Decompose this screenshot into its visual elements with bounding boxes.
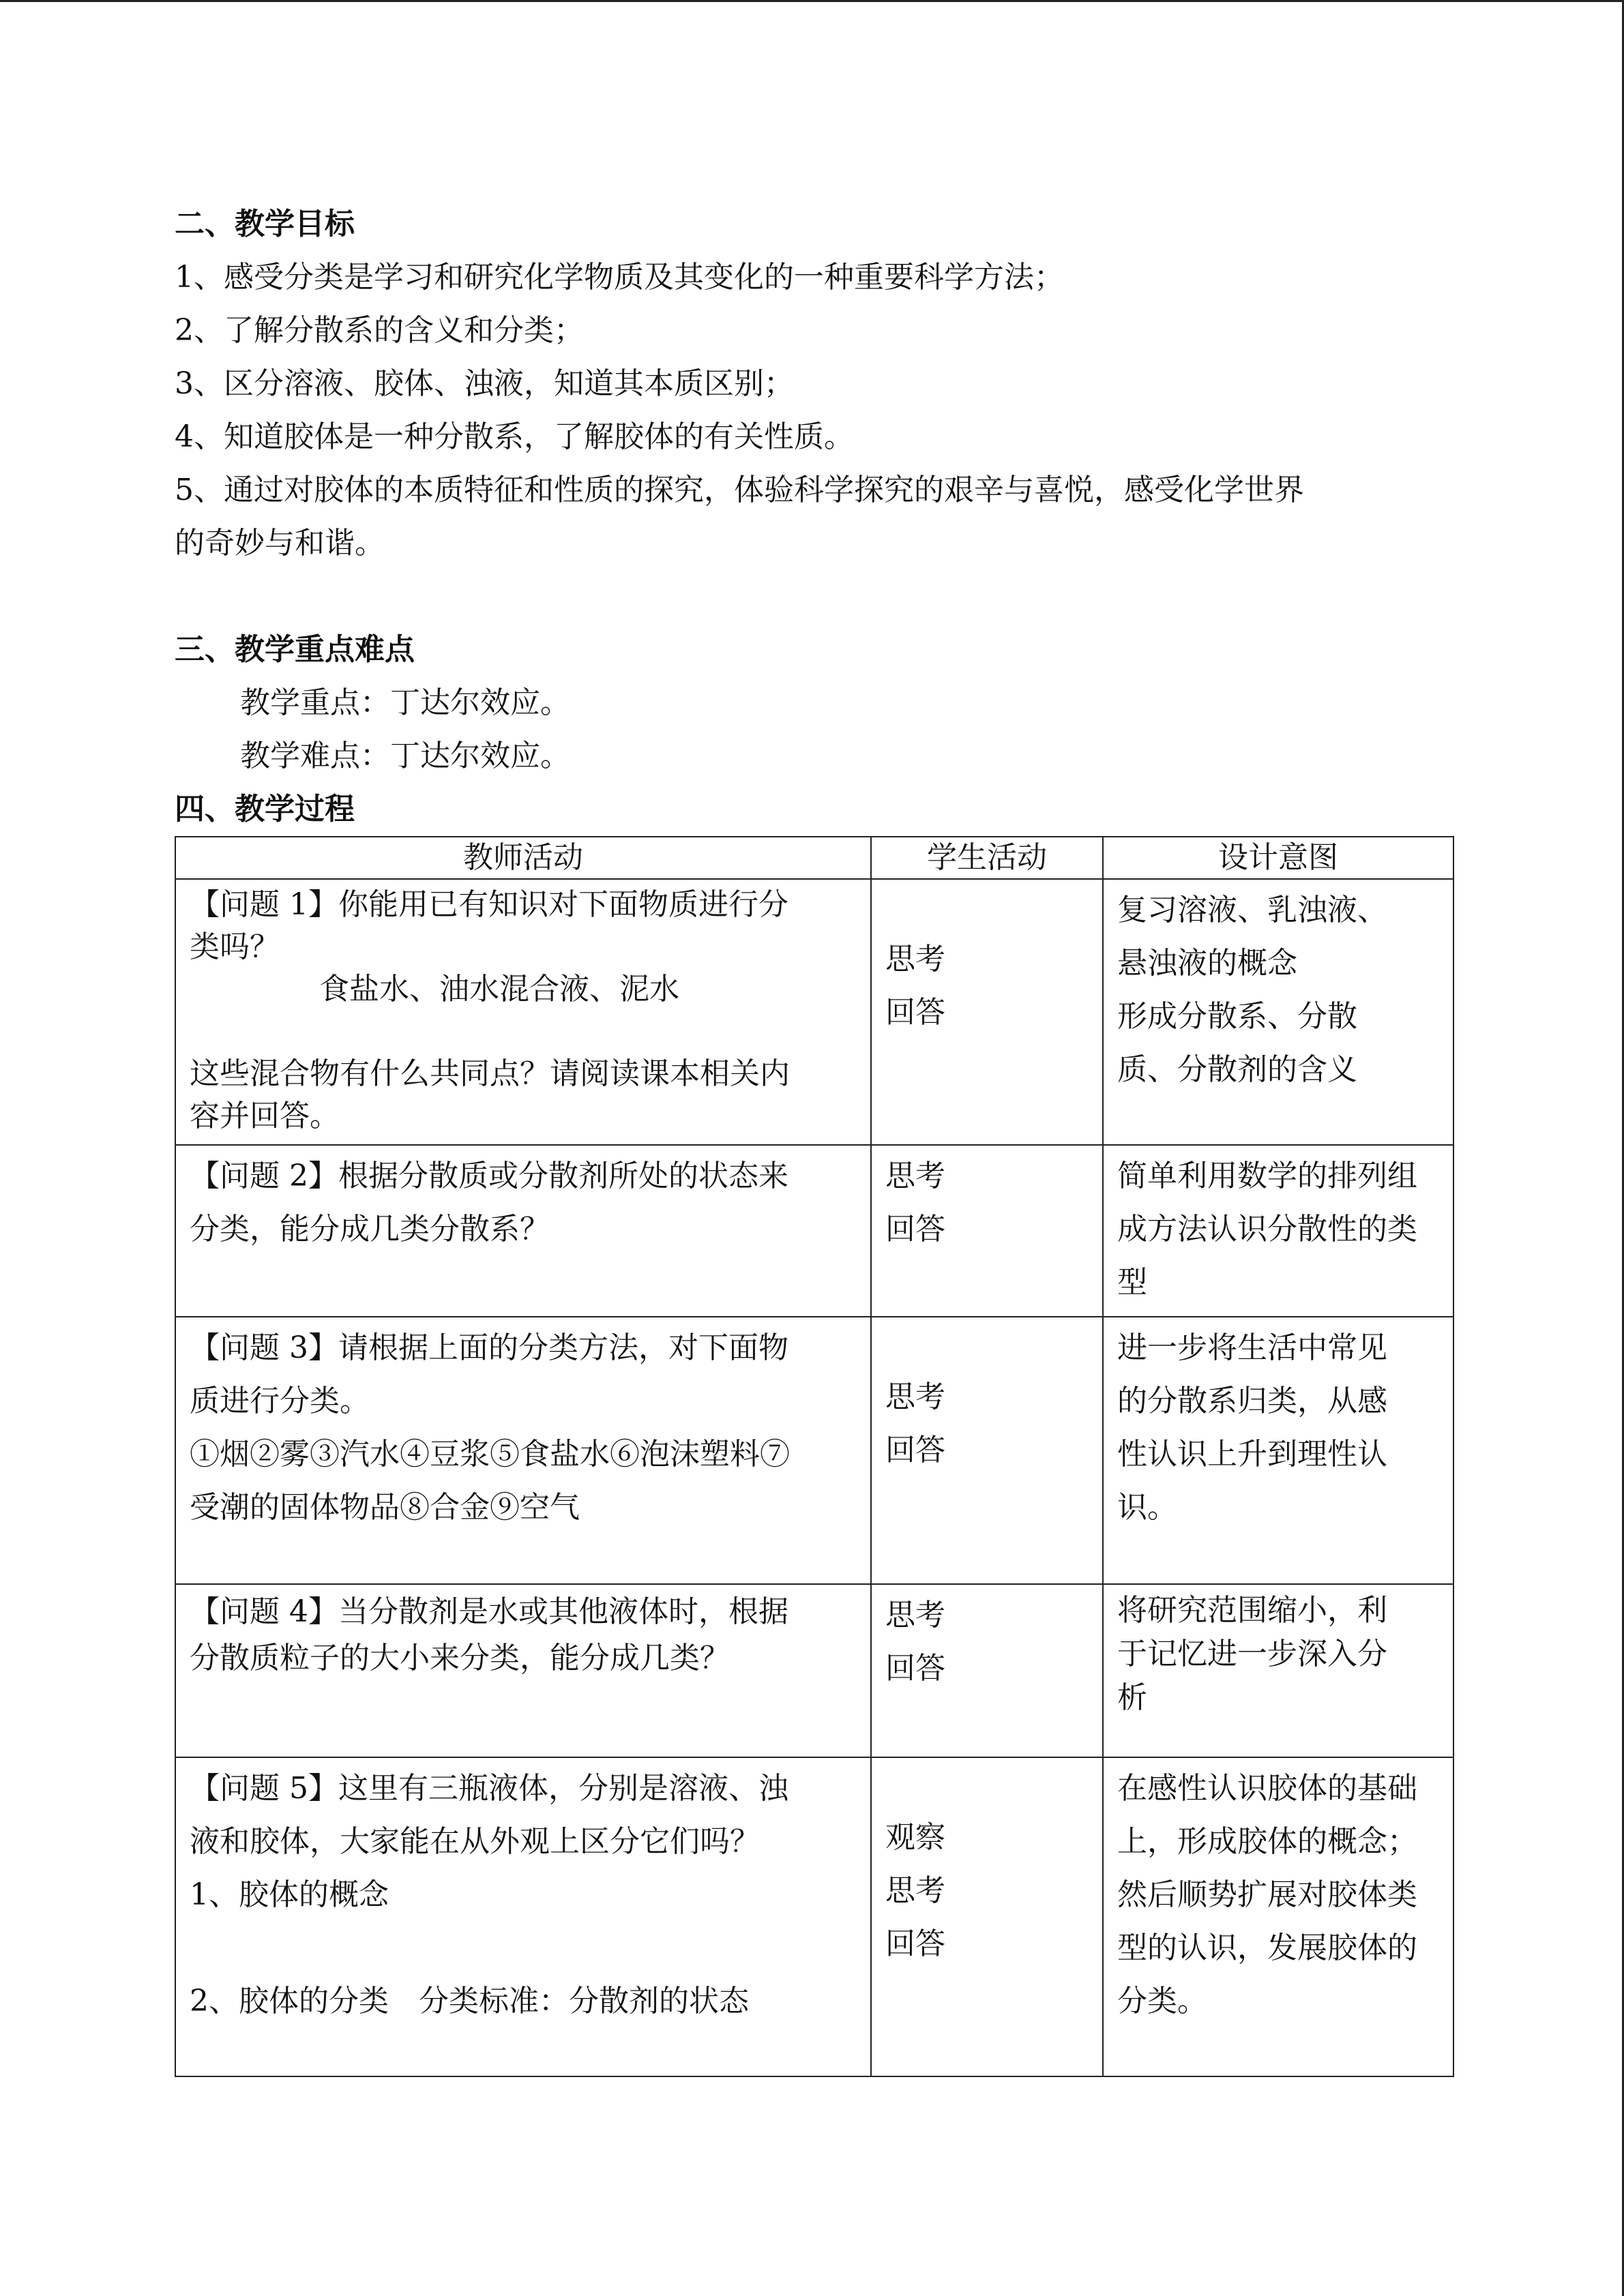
cell-line: 回答	[885, 995, 945, 1030]
cell-line: 1、胶体的概念	[190, 1877, 389, 1912]
cell-line: 上，形成胶体的概念；	[1117, 1824, 1417, 1859]
header-student: 学生活动	[871, 837, 1103, 879]
cell-line: 【问题 5】这里有三瓶液体，分别是溶液、浊	[190, 1771, 788, 1806]
cell-line: 思考	[885, 1159, 945, 1193]
design-intent	[1103, 1317, 1453, 1584]
cell-line: 【问题 2】根据分散质或分散剂所处的状态来	[190, 1159, 788, 1193]
cell-line: 型的认识，发展胶体的	[1117, 1930, 1417, 1965]
table-row	[175, 1145, 1453, 1317]
student-activity	[871, 1757, 1103, 2076]
table-row	[175, 1757, 1453, 2076]
cell-line: 型	[1117, 1265, 1147, 1300]
cell-line: 成方法认识分散性的类	[1117, 1212, 1417, 1247]
cell-line: 回答	[885, 1651, 945, 1686]
teaching-focus: 教学重点：丁达尔效应。	[240, 685, 570, 720]
cell-line: 性认识上升到理性认	[1117, 1437, 1387, 1472]
design-intent	[1103, 1145, 1453, 1317]
cell-line: 质进行分类。	[190, 1384, 370, 1418]
table-row	[175, 1584, 1453, 1757]
teacher-activity	[175, 1145, 871, 1317]
cell-line: 容并回答。	[190, 1099, 340, 1133]
cell-line: 思考	[885, 1598, 945, 1632]
cell-line: 在感性认识胶体的基础	[1117, 1771, 1417, 1806]
teacher-activity	[175, 1584, 871, 1757]
page-top-border	[0, 0, 1624, 2]
design-intent	[1103, 1757, 1453, 2076]
cell-line: 受潮的固体物品⑧合金⑨空气	[190, 1490, 580, 1525]
teacher-activity	[175, 1757, 871, 2076]
cell-line: 思考	[885, 942, 945, 976]
cell-line: 类吗？	[190, 929, 280, 964]
cell-line: 思考	[885, 1873, 945, 1908]
teacher-activity	[175, 879, 871, 1145]
table-row	[175, 879, 1453, 1145]
table-row	[175, 1317, 1453, 1584]
goals-heading: 二、教学目标	[175, 207, 355, 241]
document-content	[175, 198, 1453, 2077]
cell-line: 2、胶体的分类 分类标准：分散剂的状态	[190, 1984, 749, 2018]
cell-line	[190, 1011, 857, 1053]
cell-line: 食盐水、油水混合液、泥水	[319, 972, 679, 1007]
table-header-row	[175, 837, 1453, 879]
cell-line: 回答	[885, 1433, 945, 1467]
goal-item-5: 5、通过对胶体的本质特征和性质的探究，体验科学探究的艰辛与喜悦，感受化学世界	[175, 473, 1304, 507]
cell-line: 回答	[885, 1926, 945, 1961]
cell-line: 进一步将生活中常见	[1117, 1330, 1387, 1365]
cell-line: 回答	[885, 1212, 945, 1247]
teaching-difficulty: 教学难点：丁达尔效应。	[240, 739, 570, 773]
cell-line: 这些混合物有什么共同点？请阅读课本相关内	[190, 1056, 790, 1091]
cell-line: 观察	[885, 1820, 945, 1855]
student-activity	[871, 1317, 1103, 1584]
process-heading: 四、教学过程	[175, 792, 355, 826]
cell-line: 简单利用数学的排列组	[1117, 1159, 1417, 1193]
goal-item-1: 1、感受分类是学习和研究化学物质及其变化的一种重要科学方法；	[175, 260, 1064, 295]
cell-line: 液和胶体，大家能在从外观上区分它们吗？	[190, 1824, 760, 1859]
cell-line: 复习溶液、乳浊液、	[1117, 893, 1387, 927]
student-activity	[871, 1584, 1103, 1757]
header-teacher: 教师活动	[175, 837, 871, 879]
cell-line: 【问题 1】你能用已有知识对下面物质进行分	[190, 887, 788, 922]
teacher-activity	[175, 1317, 871, 1584]
cell-line: 思考	[885, 1380, 945, 1414]
cell-line: 悬浊液的概念	[1117, 946, 1297, 981]
cell-line: 分散质粒子的大小来分类，能分成几类？	[190, 1641, 730, 1675]
cell-line: 分类。	[1117, 1984, 1207, 2018]
cell-line: ①烟②雾③汽水④豆浆⑤食盐水⑥泡沫塑料⑦	[190, 1437, 790, 1472]
cell-line: 识。	[1117, 1490, 1177, 1525]
process-table	[175, 836, 1454, 2077]
student-activity	[871, 1145, 1103, 1317]
header-intent: 设计意图	[1103, 837, 1453, 879]
goal-item-3: 3、区分溶液、胶体、浊液，知道其本质区别；	[175, 366, 794, 401]
goal-item-4: 4、知道胶体是一种分散系，了解胶体的有关性质。	[175, 419, 854, 454]
cell-line: 形成分散系、分散	[1117, 999, 1357, 1034]
cell-line: 【问题 3】请根据上面的分类方法，对下面物	[190, 1330, 788, 1365]
design-intent	[1103, 1584, 1453, 1757]
cell-line: 的分散系归类，从感	[1117, 1384, 1387, 1418]
cell-line: 将研究范围缩小，利	[1117, 1593, 1387, 1628]
cell-line: 分类，能分成几类分散系？	[190, 1212, 550, 1247]
goal-item-2: 2、了解分散系的含义和分类；	[175, 313, 584, 348]
cell-line: 【问题 4】当分散剂是水或其他液体时，根据	[190, 1594, 788, 1629]
design-intent	[1103, 879, 1453, 1145]
keypoints-heading: 三、教学重点难点	[175, 632, 415, 667]
student-activity	[871, 879, 1103, 1145]
cell-line	[190, 1922, 857, 1975]
cell-line: 然后顺势扩展对胶体类	[1117, 1877, 1417, 1912]
cell-line: 质、分散剂的含义	[1117, 1052, 1357, 1087]
cell-line: 析	[1117, 1680, 1147, 1715]
goal-item-5-cont: 的奇妙与和谐。	[175, 526, 385, 561]
cell-line: 于记忆进一步深入分	[1117, 1637, 1387, 1671]
